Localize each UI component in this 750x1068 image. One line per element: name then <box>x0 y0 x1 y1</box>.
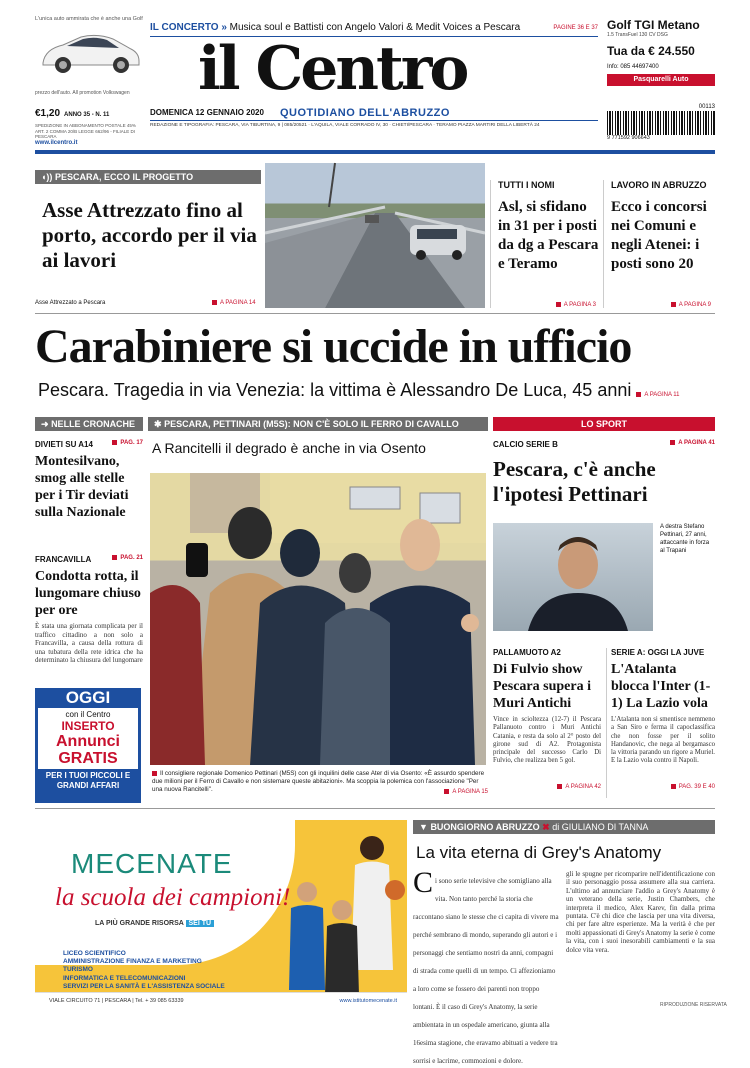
triangle-icon: ▼ <box>419 822 428 832</box>
mecenate-slogan: la scuola dei campioni! <box>55 884 291 911</box>
center-caption-text: Il consigliere regionale Domenico Pettinari (M5S) con gli inquilini delle case Ater di via Osento: «È assurdo spendere due milioni per il Ferro di Cavallo e non sistemare queste abitazioni». Ma scoppia la polemica con l'associazione "Per una nuova Rancitelli". <box>152 770 485 793</box>
center-kicker: PESCARA, PETTINARI (M5S): NON C'È SOLO IL FERRO DI CAVALLO <box>164 419 459 429</box>
buongiorno-footer: RIPRODUZIONE RISERVATA <box>660 1002 727 1008</box>
concert-text: Musica soul e Battisti con Angelo Valori & Medit Voices a Pescara <box>229 22 521 33</box>
top-story-caption: Asse Attrezzato a Pescara <box>35 300 106 306</box>
sport-item-1-kicker: PALLAMUOTO A2 <box>493 648 561 657</box>
cronache-bar <box>35 417 143 431</box>
promo-inserto: INSERTO <box>61 719 115 733</box>
sport-headline: Pescara, c'è anche l'ipotesi Pettinari <box>493 457 656 506</box>
blue-band <box>35 150 715 154</box>
barcode-num: 9 771592 906643 <box>607 135 650 141</box>
masthead-rule-mid <box>150 120 598 121</box>
mecenate-risorsa-badge: SEI TU <box>186 920 215 927</box>
promo-annunci: Annunci <box>56 733 120 750</box>
box-lavoro-headline: Ecco i concorsi nei Comuni e negli Atenei: i posti sono 20 <box>611 199 707 272</box>
mecenate-risorsa-pre: LA PIÙ GRANDE RISORSA <box>95 920 184 927</box>
promo-gratis: GRATIS <box>58 750 118 767</box>
road-photo <box>265 163 485 308</box>
course-2: AMMINISTRAZIONE FINANZA E MARKETING <box>63 958 202 966</box>
right-ad-info: Info: 085 44697400 <box>607 64 659 70</box>
car-ad-right[interactable] <box>607 18 715 108</box>
mecenate-footer <box>35 992 407 1010</box>
pettinari-caption: A destra Stefano Pettinari, 27 anni, attaccante in forza al Trapani <box>660 524 710 554</box>
box-asl-page: A PAGINA 3 <box>556 302 596 308</box>
cronache-item-1-page: PAG. 17 <box>112 440 143 446</box>
buongiorno-bar <box>413 820 715 834</box>
crowd-illustration <box>150 473 486 765</box>
buongiorno-headline[interactable]: La vita eterna di Grey's Anatomy <box>416 843 662 862</box>
car-ad-tagline: L'unica auto ammirata che è anche una Golf <box>35 16 143 22</box>
main-story-page: A PAGINA 11 <box>636 392 679 398</box>
issue-line: ANNO 35 - N. 11 <box>64 112 110 118</box>
cronache-item-1-headline: Montesilvano, smog alle stelle per i Tir deviati sulla Nazionale <box>35 454 129 520</box>
sport-item-1-body: Vince in scioltezza (12-7) il Pescara Pallanuoto contro i Muri Antichi Catania, e resta da solo al 2° posto del girone sud di A2. Protagonista principale del successo Carlo Di Fulvio, che realizza ben 5 gol. <box>493 716 601 765</box>
postal-info: SPEDIZIONE IN ABBONAMENTO POSTALE 45% ART. 2 COMMA 20/B LEGGE 662/96 - FILIALE DI PESCARA <box>35 123 136 139</box>
rancitelli-photo <box>150 473 486 765</box>
cronache-item-2-headline: Condotta rotta, il lungomare chiuso per ore <box>35 569 141 618</box>
sport-item-2-body: L'Atalanta non si smentisce nemmeno a San Siro e ferma il capoclassifica che non fosse per il solito Handanovic, che nega al bergamasco la vittoria parando un rigore a Muriel. E la Lazio vola contro il Napoli. <box>611 716 715 765</box>
main-subheadline <box>38 380 718 401</box>
pettinari-photo <box>493 523 653 631</box>
sport-item-2-kicker: SERIE A: OGGI LA JUVE <box>611 648 705 657</box>
website-link[interactable]: www.ilcentro.it <box>35 140 78 146</box>
main-subheadline-text: Pescara. Tragedia in via Venezia: la vittima è Alessandro De Luca, 45 anni <box>38 380 632 400</box>
right-ad-dealer: Pasquarelli Auto <box>607 74 715 86</box>
buongiorno-col-2 <box>566 870 715 1000</box>
sport-item-2-page: PAG. 39 E 40 <box>671 784 715 790</box>
course-3: TURISMO <box>63 966 93 974</box>
box-lavoro-kicker: LAVORO IN ABRUZZO <box>611 180 707 190</box>
cronache-item-2-body: È stata una giornata complicata per il traffico cittadino a non solo a Francavilla, a causa della rottura di una tubatura della rete idrica che ha determinato la chiusura del lungomare <box>35 622 143 664</box>
price-line: €1,20 <box>35 108 61 119</box>
right-ad-price: Tua da € 24.550 <box>607 44 695 58</box>
mecenate-brand: MECENATE <box>71 848 233 879</box>
sport-kicker: CALCIO SERIE B <box>493 440 558 449</box>
mecenate-ad[interactable] <box>35 820 407 1010</box>
annunci-promo[interactable] <box>35 688 141 803</box>
cross-icon: ✖ <box>542 822 550 832</box>
sport-item-1-page: A PAGINA 42 <box>557 784 601 790</box>
masthead-title: il Centro <box>198 34 467 104</box>
promo-con: con il Centro <box>65 710 111 719</box>
masthead-date: DOMENICA 12 GENNAIO 2020 <box>150 108 264 117</box>
top-story-headline[interactable]: Asse Attrezzato fino al porto, accordo per il via ai lavori <box>42 198 257 272</box>
mecenate-site[interactable]: www.istitutomecenate.it <box>339 998 397 1004</box>
sport-item-1[interactable] <box>493 648 601 798</box>
mid-bottom-rule <box>35 808 715 809</box>
mecenate-address: VIALE CIRCUITO 71 | PESCARA | Tel. + 39 085 63339 <box>49 998 184 1004</box>
sport-section-bar: LO SPORT <box>493 417 715 431</box>
main-headline[interactable]: Carabiniere si uccide in ufficio <box>35 320 632 373</box>
cronache-item-1-kicker: DIVIETI SU A14 <box>35 440 93 449</box>
promo-footer: PER I TUOI PICCOLI E GRANDI AFFARI <box>45 771 131 790</box>
center-headline[interactable]: A Rancitelli il degrado è anche in via Osento <box>152 440 426 456</box>
right-ad-title: Golf TGI Metano <box>607 18 700 32</box>
course-5: SERVIZI PER LA SANITÀ E L'ASSISTENZA SOCIALE <box>63 982 225 990</box>
box-asl-headline: Asl, si sfidano in 31 per i posti da dg a Pescara e Teramo <box>498 199 599 272</box>
center-caption <box>152 770 488 796</box>
cronache-item-2[interactable] <box>35 555 143 665</box>
course-4: INFORMATICA E TELECOMUNICAZIONI <box>63 974 186 982</box>
buongiorno-kicker: BUONGIORNO ABRUZZO <box>430 822 540 832</box>
promo-inner <box>38 708 138 769</box>
box-lavoro-page: A PAGINA 9 <box>671 302 711 308</box>
car-ad-left[interactable] <box>35 16 145 139</box>
buongiorno-col-1-text: i sono serie televisive che somigliano alla vita. Non tanto perché la storia che raccontano siano le stesse che ci capita di vivere ma perché sembrano di mondo, superando gli autori e i personaggi che sentiamo nostri da anni, compagni di strada come quelli di un tempo. Ci affezioniamo a loro come se fossero dei parenti non troppo lontani. È il caso di Grey's Anatomy, la serie ambientata in un ospedale americano, giunta alla 16esima stagione, che eravamo abituati a vedere tra sorrisi e lacrime, commozioni e dolore. <box>413 877 559 1065</box>
road-illustration <box>265 163 485 308</box>
cronache-item-2-kicker: FRANCAVILLA <box>35 555 92 564</box>
mecenate-risorsa <box>95 920 214 927</box>
box-asl-kicker: TUTTI I NOMI <box>498 180 555 190</box>
sport-item-2-headline: L'Atalanta blocca l'Inter (1-1) La Lazio vola <box>611 662 711 711</box>
top-story-page: A PAGINA 14 <box>212 300 256 306</box>
concert-kicker: IL CONCERTO <box>150 22 219 33</box>
mecenate-courses <box>63 950 263 991</box>
barcode-bars <box>607 111 715 135</box>
editorial-info: REDAZIONE E TIPOGRAFIA: PESCARA, VIA TIBURTINA, 9 | 085/20521 · L'AQUILA, VIALE CORRADO IV, 30 · CHIETI/PESCARA · TERAMO PIAZZA MARTIRI DELLA LIBERTÀ 24 <box>150 123 540 128</box>
sport-item-1-headline: Di Fulvio show Pescara supera i Muri Antichi <box>493 662 591 711</box>
barcode <box>607 104 715 144</box>
students-illustration <box>267 820 407 1010</box>
cronache-section: NELLE CRONACHE <box>51 419 136 429</box>
right-ad-engine: 1.5 TransFuel 130 CV DSG <box>607 32 668 38</box>
cronache-item-1[interactable] <box>35 440 143 521</box>
course-1: LICEO SCIENTIFICO <box>63 950 126 957</box>
speaker-icon: ◖)) <box>41 172 53 182</box>
sport-page: A PAGINA 41 <box>670 440 715 446</box>
box-lavoro[interactable] <box>603 180 715 308</box>
car-ad-sub: prezzo dell'auto. All promotion Volkswagen <box>35 90 130 96</box>
buongiorno-author: di GIULIANO DI TANNA <box>552 822 649 832</box>
sport-item-2[interactable] <box>606 648 715 798</box>
concert-arrow-icon: » <box>221 22 227 33</box>
buongiorno-dropcap: C <box>413 866 434 899</box>
asterisk-icon: ✱ <box>154 419 162 429</box>
arrow-right-icon: ➜ <box>41 419 49 429</box>
box-asl[interactable] <box>490 180 600 308</box>
top-story-kicker: PESCARA, ECCO IL PROGETTO <box>54 172 194 182</box>
concert-page: PAGINE 36 E 37 <box>553 25 598 31</box>
sport-main[interactable] <box>493 440 715 507</box>
masthead-subtitle: QUOTIDIANO DELL'ABRUZZO <box>280 107 450 119</box>
center-page: A PAGINA 15 <box>444 788 488 796</box>
buongiorno-col-2-text: gli le spugne per ricomparire nell'identificazione con il suo personaggio possa assumere alla sua carriera. L'ultimo ad annunciare l'addio a Grey's Anatomy è un veterano della serie, Justin Chambers, che interpreta il medico, Alex Karev, fin dalla prima puntata. C'è chi dice che lascia per una vita diversa, chi per fare altre esperienze. Ma la verità è che per molti appassionati di Grey's Anatomy la serie è come la vita, con i suoi inesorabili cambiamenti e la sua dolce vita vera. <box>566 870 716 954</box>
cronache-item-2-page: PAG. 21 <box>112 555 143 561</box>
top-story-kicker-bar <box>35 170 261 184</box>
promo-oggi: OGGI <box>65 688 111 707</box>
top-row-rule <box>35 313 715 314</box>
car-image <box>35 27 143 77</box>
buongiorno-col-1 <box>413 866 560 1065</box>
barcode-top: 00113 <box>698 104 715 110</box>
center-kicker-bar <box>148 417 488 431</box>
player-illustration <box>493 523 653 631</box>
